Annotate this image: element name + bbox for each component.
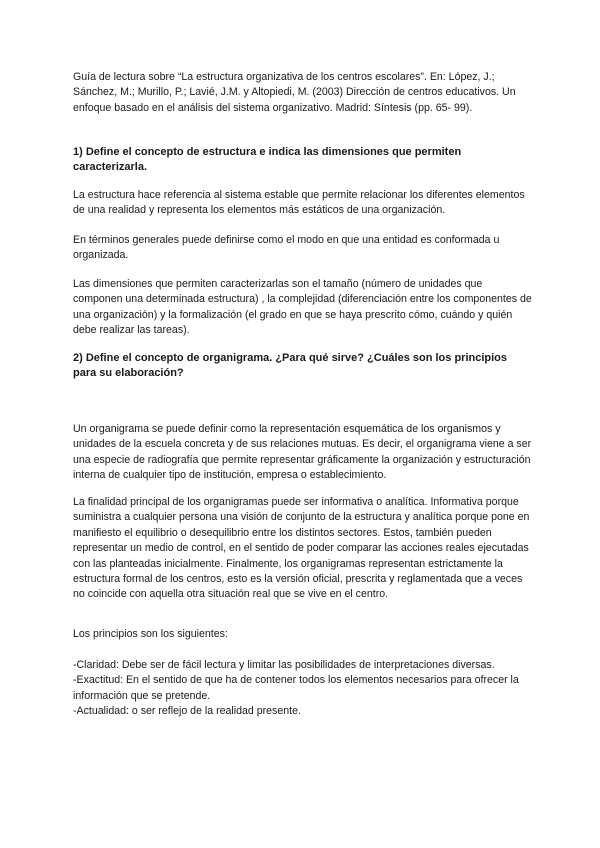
principle-actualidad: -Actualidad: o ser reflejo de la realidad presente. (73, 705, 301, 718)
section1-heading: 1) Define el concepto de estructura e indica las dimensiones que permiten caracterizarla. (73, 146, 462, 174)
principle-claridad: -Claridad: Debe ser de fácil lectura y limitar las posibilidades de interpretaciones diversas. (73, 659, 495, 671)
section1-paragraph-2: En términos generales puede definirse como el modo en que una entidad es conformada u organizada. (73, 234, 500, 262)
citation-paragraph: Guía de lectura sobre “La estructura organizativa de los centros escolares”. En: López, J.; Sánchez, M.; Murillo, P.; Lavié, J.M. y Altopiedi, M. (2003) Dirección de centros educativos. Un enfoque basado en el análisis del sistema organizativo. Madrid: Síntesis (pp. 65- 99). (73, 71, 516, 114)
section2-paragraph-1: Un organigrama se puede definir como la representación esquemática de los organismos y unidades de la escuela concreta y de sus relaciones mutuas. Es decir, el organigrama viene a ser una especie de radiografía que permite representar gráficamente la organización y estructuración interna de cualquier tipo de institución, empresa o establecimiento. (73, 423, 532, 482)
principle-exactitud: -Exactitud: En el sentido de que ha de contener todos los elementos necesarios para ofrecer la información que se pretende. (73, 674, 519, 702)
section1-paragraph-1: La estructura hace referencia al sistema estable que permite relacionar los diferentes elementos de una realidad y representa los elementos más estáticos de una organización. (73, 189, 525, 217)
section1-paragraph-3: Las dimensiones que permiten caracterizarlas son el tamaño (número de unidades que componen una determinada estructura) , la complejidad (diferenciación entre los componentes de una organización) y la formalización (el grado en que se haya prescrito cómo, cuándo y quién debe realizar las tareas). (73, 278, 532, 337)
section2-paragraph-2: La finalidad principal de los organigramas puede ser informativa o analítica. Informativa porque suministra a cualquier persona una visión de conjunto de la estructura y analítica porque pone en manifiesto el equilibrio o desequilibrio entre los distintos sectores. Estos, también pueden representar un medio de control, en el sentido de poder comparar las acciones reales ejecutadas con las planteadas inicialmente. Finalmente, los organigramas representan estrictamente la estructura formal de los centros, esto es la versión oficial, prescrita y reglamentada que a veces no coincide con aquella otra situación real que se vive en el centro. (73, 496, 530, 601)
principles-list (73, 658, 533, 720)
section2-paragraph-3: Los principios son los siguientes: (73, 628, 228, 640)
section2-heading: 2) Define el concepto de organigrama. ¿Para qué sirve? ¿Cuáles son los principios para su elaboración? (73, 352, 508, 380)
